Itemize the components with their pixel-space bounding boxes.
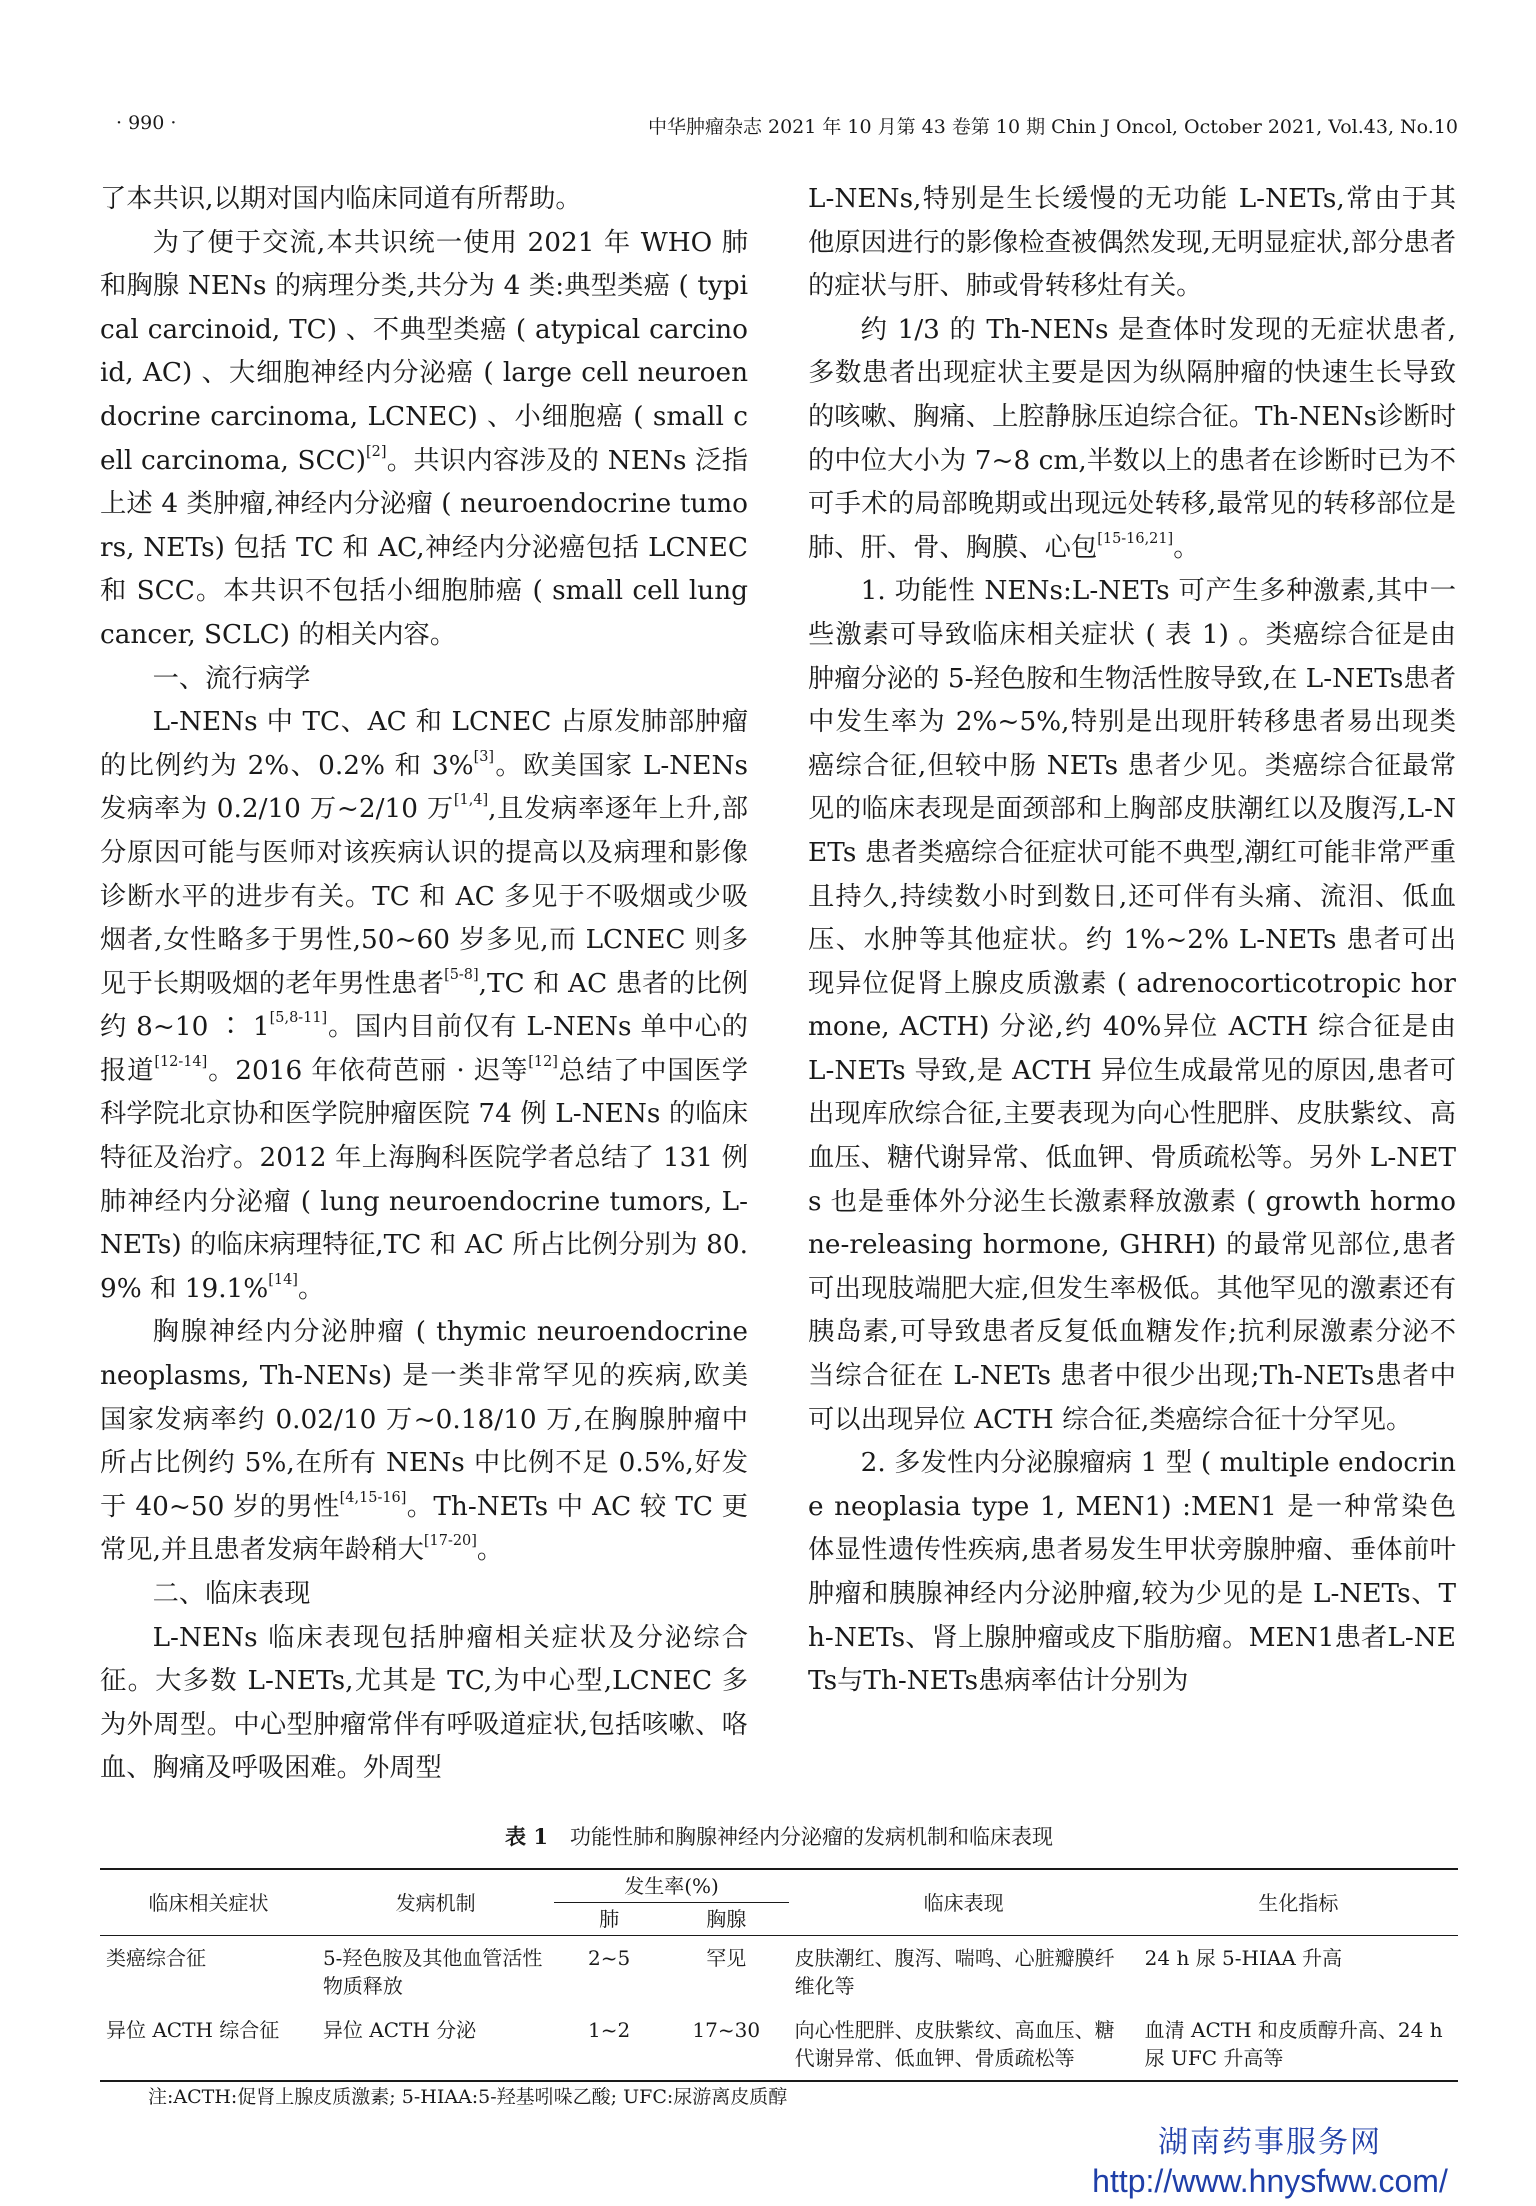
section-heading-epidemiology	[100, 658, 748, 702]
text-run: 胸腺神经内分泌肿瘤 ( thymic neuroendocrine neoplasms, Th-NENs) 是一类非常罕见的疾病,欧美国家发病率约 0.02/10 万~0.18/10 万,在胸腺肿瘤中所占比例约 5%,在所有 NENs 中比例不足 0.5%,好发于 40~50 岁的男性	[100, 1317, 748, 1522]
citation-ref: [2]	[366, 443, 387, 460]
table-1	[100, 1868, 1458, 2082]
table-label: 表 1	[505, 1824, 548, 1849]
text-run: 1. 功能性 NENs:L-NETs 可产生多种激素,其中一些激素可导致临床相关症状 ( 表 1) 。类癌综合征是由肿瘤分泌的 5-羟色胺和生物活性胺导致,在 L-NETs患者中发生率为 2%~5%,特别是出现肝转移患者易出现类癌综合征,但较中肠 NETs 患者少见。类癌综合征最常见的临床表现是面颈部和上胸部皮肤潮红以及腹泻,L-NETs 患者类癌综合征症状可能不典型,潮红可能非常严重且持久,持续数小时到数日,还可伴有头痛、流泪、低血压、水肿等其他症状。约 1%~2% L-NETs 患者可出现异位促肾上腺皮质激素 ( adrenocorticotropic hormone, ACTH) 分泌,约 40%异位 ACTH 综合征是由 L-NETs 导致,是 ACTH 异位生成最常见的原因,患者可出现库欣综合征,主要表现为向心性肥胖、皮肤紫纹、高血压、糖代谢异常、低血钾、骨质疏松等。另外 L-NETs 也是垂体外分泌生长激素释放激素 ( growth hormone-releasing hormone, GHRH) 的最常见部位,患者可出现肢端肥大症,但发生率极低。其他罕见的激素还有胰岛素,可导致患者反复低血糖发作;抗利尿激素分泌不当综合征在 L-NETs 患者中很少出现;Th-NETs患者中可以出现异位 ACTH 综合征,类癌综合征十分罕见。	[808, 576, 1457, 1435]
watermark-site-name: 湖南药事服务网	[1158, 2125, 1382, 2160]
cell-symptom: 异位 ACTH 综合征	[106, 2018, 280, 2042]
paragraph	[100, 178, 748, 222]
paragraph	[808, 178, 1456, 309]
col-header-symptom: 临床相关症状	[100, 1869, 317, 1936]
col-header-thymus: 胸腺	[664, 1903, 789, 1936]
cell-biochem: 血清 ACTH 和皮质醇升高、24 h 尿 UFC 升高等	[1144, 2018, 1443, 2070]
text-run: 。	[476, 1535, 504, 1566]
text-run: 。	[297, 1273, 325, 1304]
text-run: 了本共识,以期对国内临床同道有所帮助。	[100, 184, 582, 214]
citation-ref: [3]	[473, 748, 495, 765]
site-watermark	[1060, 2124, 1480, 2200]
col-header-mechanism: 发病机制	[317, 1869, 554, 1936]
table-caption	[100, 1822, 1458, 1852]
text-run: 约 1/3 的 Th-NENs 是查体时发现的无症状患者,多数患者出现症状主要是因为纵隔肿瘤的快速生长导致的咳嗽、胸痛、上腔静脉压迫综合征。Th-NENs诊断时的中位大小为 7~8 cm,半数以上的患者在诊断时已为不可手术的局部晚期或出现远处转移,最常见的转移部位是肺、肝、骨、胸膜、心包	[808, 314, 1457, 563]
paragraph	[808, 1442, 1456, 1704]
cell-manifestation: 向心性肥胖、皮肤紫纹、高血压、糖代谢异常、低血钾、骨质疏松等	[794, 2018, 1115, 2070]
col-header-lung: 肺	[554, 1903, 663, 1936]
text-run: 。共识内容涉及的 NENs 泛指上述 4 类肿瘤,神经内分泌瘤 ( neuroendocrine tumors, NETs) 包括 TC 和 AC,神经内分泌癌包括 LCNEC 和 SCC。本共识不包括小细胞肺癌 ( small cell lung cancer, SCLC) 的相关内容。	[100, 445, 748, 650]
journal-running-head: 中华肿瘤杂志 2021 年 10 月第 43 卷第 10 期 Chin J Oncol, October 2021, Vol.43, No.10	[647, 116, 1458, 138]
cell-lung: 1~2	[587, 2018, 631, 2042]
cell-biochem: 24 h 尿 5-HIAA 升高	[1144, 1946, 1343, 1970]
text-run: L-NENs 中 TC、AC 和 LCNEC 占原发肺部肿瘤的比例约为 2%、0.2% 和 3%	[100, 707, 748, 781]
col-header-biochem: 生化指标	[1139, 1869, 1458, 1936]
text-run: ,TC 和 AC 患者的比例约 8~10 ∶ 1	[100, 968, 748, 1043]
table-row	[100, 2008, 1458, 2081]
paragraph	[808, 309, 1456, 571]
left-column	[100, 178, 748, 1791]
text-run: 。2016 年依荷芭丽 · 迟等	[207, 1055, 529, 1086]
paragraph	[100, 701, 748, 1311]
text-run: 。国内目前仅有 L-NENs 单中心的报道	[100, 1012, 748, 1086]
text-run: 。欧美国家 L-NENs 发病率为 0.2/10 万~2/10 万	[100, 750, 749, 825]
cell-symptom: 类癌综合征	[106, 1946, 206, 1970]
text-run: L-NENs 临床表现包括肿瘤相关症状及分泌综合征。大多数 L-NETs,尤其是 TC,为中心型,LCNEC 多为外周型。中心型肿瘤常伴有呼吸道症状,包括咳嗽、咯血、胸痛及呼吸困难。外周型	[100, 1622, 748, 1784]
col-header-manifestation: 临床表现	[789, 1869, 1139, 1936]
text-run: 一、流行病学	[152, 663, 311, 694]
text-run: 。Th-NETs 中 AC 较 TC 更常见,并且患者发病年龄稍大	[100, 1491, 748, 1566]
citation-ref: [15-16,21]	[1097, 530, 1174, 547]
citation-ref: [14]	[268, 1271, 298, 1288]
text-run: ,且发病率逐年上升,部分原因可能与医师对该疾病认识的提高以及病理和影像诊断水平的进步有关。TC 和 AC 多见于不吸烟或少吸烟者,女性略多于男性,50~60 岁多见,而 LCNEC 则多见于长期吸烟的老年男性患者	[100, 794, 748, 999]
text-run: 2. 多发性内分泌腺瘤病 1 型 ( multiple endocrine neoplasia type 1, MEN1) :MEN1 是一种常染色体显性遗传性疾病,患者易发生甲状旁腺肿瘤、垂体前叶肿瘤和胰腺神经内分泌肿瘤,较为少见的是 L-NETs、Th-NETs、肾上腺肿瘤或皮下脂肪瘤。MEN1患者L-NETs与Th-NETs患病率估计分别为	[808, 1448, 1456, 1697]
cell-mechanism: 异位 ACTH 分泌	[322, 2018, 477, 2042]
page-number: · 990 ·	[116, 112, 177, 134]
running-header	[100, 112, 1458, 146]
col-header-incidence: 发生率(%)	[554, 1869, 788, 1903]
citation-ref: [1,4]	[453, 792, 489, 809]
text-run: 。	[1173, 532, 1200, 563]
paragraph	[808, 570, 1456, 1442]
citation-ref: [12]	[528, 1053, 558, 1070]
citation-ref: [5-8]	[444, 966, 479, 983]
table-note: 注:ACTH:促肾上腺皮质激素; 5-HIAA:5-羟基吲哚乙酸; UFC:尿游离皮质醇	[148, 2086, 788, 2108]
table-title: 功能性肺和胸腺神经内分泌瘤的发病机制和临床表现	[569, 1825, 1053, 1849]
paragraph	[100, 222, 748, 658]
citation-ref: [17-20]	[423, 1533, 477, 1550]
cell-mechanism: 5-羟色胺及其他血管活性物质释放	[322, 1946, 543, 1998]
table-row	[100, 1936, 1458, 2009]
section-heading-clinical	[100, 1573, 748, 1617]
paragraph	[100, 1311, 748, 1573]
right-column	[808, 178, 1456, 1704]
cell-manifestation: 皮肤潮红、腹泻、喘鸣、心脏瓣膜纤维化等	[794, 1946, 1115, 1998]
text-run: 二、临床表现	[152, 1579, 311, 1609]
citation-ref: [4,15-16]	[339, 1489, 407, 1506]
cell-thymus: 罕见	[706, 1946, 747, 1970]
cell-lung: 2~5	[587, 1946, 631, 1970]
watermark-url-link[interactable]: http://www.hnysfww.com/	[1092, 2163, 1448, 2199]
paragraph	[100, 1617, 748, 1791]
citation-ref: [12-14]	[154, 1053, 208, 1070]
text-run: 为了便于交流,本共识统一使用 2021 年 WHO 肺和胸腺 NENs 的病理分类,共分为 4 类:典型类癌 ( typical carcinoid, TC) 、不典型类癌 ( atypical carcinoid, AC) 、大细胞神经内分泌癌 ( large cell neuroendocrine carcinoma, LCNEC) 、小细胞癌 ( small cell carcinoma, SCC)	[100, 227, 748, 476]
text-run: 总结了中国医学科学院北京协和医学院肿瘤医院 74 例 L-NENs 的临床特征及治疗。2012 年上海胸科医院学者总结了 131 例肺神经内分泌瘤 ( lung neuroendocrine tumors, L-NETs) 的临床病理特征,TC 和 AC 所占比例分别为 80.9% 和 19.1%	[100, 1055, 748, 1304]
text-run: L-NENs,特别是生长缓慢的无功能 L-NETs,常由于其他原因进行的影像检查被偶然发现,无明显症状,部分患者的症状与肝、肺或骨转移灶有关。	[808, 184, 1456, 302]
citation-ref: [5,8-11]	[269, 1010, 328, 1027]
cell-thymus: 17~30	[692, 2018, 761, 2042]
